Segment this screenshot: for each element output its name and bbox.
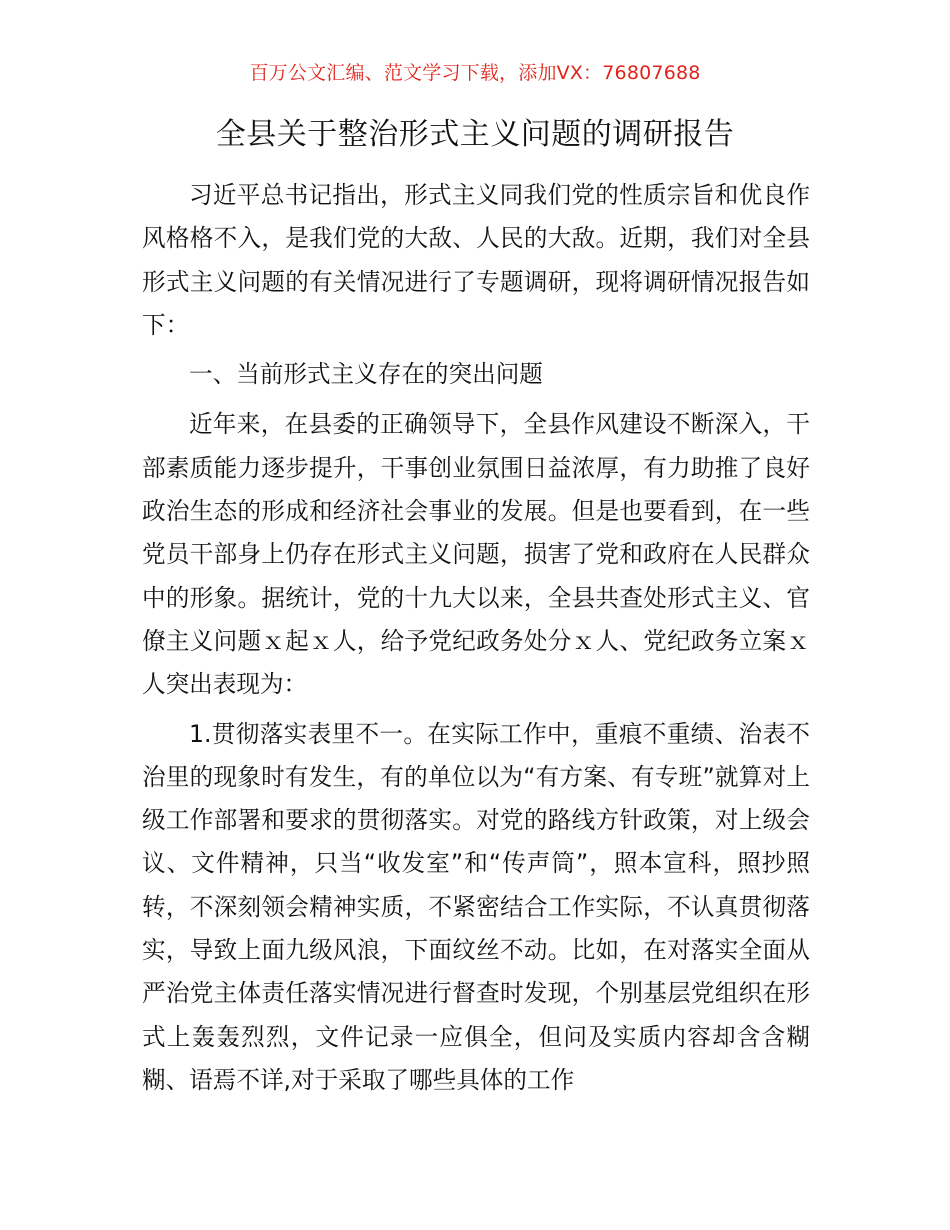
body-paragraph: 近年来，在县委的正确领导下，全县作风建设不断深入，干部素质能力逐步提升，干事创业氛围日益浓厚，有力助推了良好政治生态的形成和经济社会事业的发展。但是也要看到，在一些党员干部身上仍存在形式主义问题，损害了党和政府在人民群众中的形象。据统计，党的十九大以来，全县共查处形式主义、官僚主义问题ｘ起ｘ人，给予党纪政务处分ｘ人、党纪政务立案ｘ人突出表现为： — [142, 410, 810, 699]
document-body — [142, 174, 810, 1102]
document-title: 全县关于整治形式主义问题的调研报告 — [215, 117, 735, 152]
numbered-paragraph: 1.贯彻落实表里不一。在实际工作中，重痕不重绩、治表不治里的现象时有发生，有的单位以为“有方案、有专班”就算对上级工作部署和要求的贯彻落实。对党的路线方针政策，对上级会议、文件精神，只当“收发室”和“传声筒”，照本宣科，照抄照转，不深刻领会精神实质，不紧密结合工作实际，不认真贯彻落实，导致上面九级风浪，下面纹丝不动。比如，在对落实全面从严治党主体责任落实情况进行督查时发现，个别基层党组织在形式上轰轰烈烈，文件记录一应俱全，但问及实质内容却含含糊糊、语焉不详,对于采取了哪些具体的工作 — [142, 719, 810, 1094]
section-heading: 一、当前形式主义存在的突出问题 — [189, 360, 543, 389]
intro-paragraph: 习近平总书记指出，形式主义同我们党的性质宗旨和优良作风格格不入，是我们党的大敌、人民的大敌。近期，我们对全县形式主义问题的有关情况进行了专题调研，现将调研情况报告如下： — [142, 181, 810, 339]
watermark-banner: 百万公文汇编、范文学习下载，添加VX：76807688 — [249, 62, 701, 84]
